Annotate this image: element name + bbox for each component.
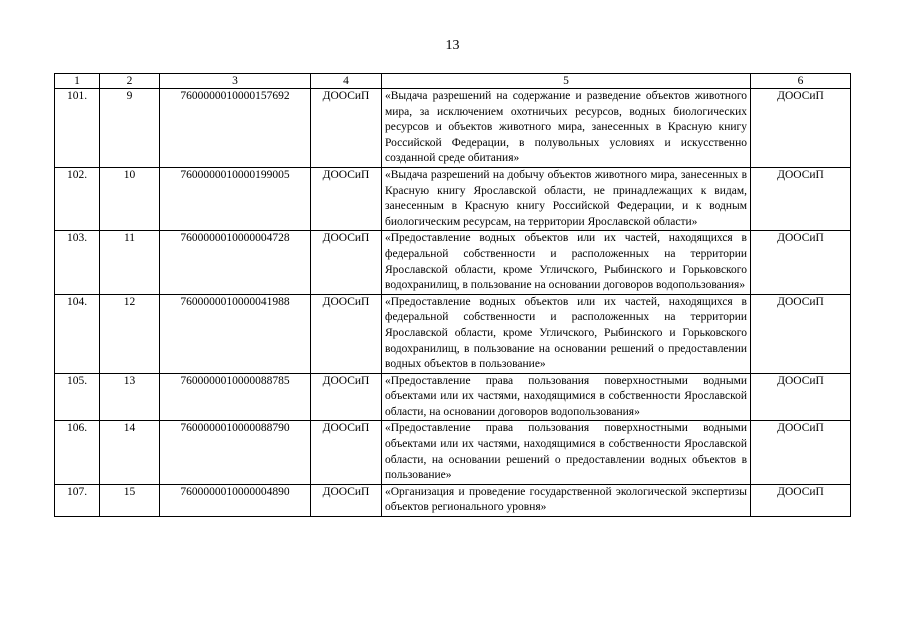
col-header-6: 6 <box>751 74 851 89</box>
row-subnumber: 12 <box>100 294 160 373</box>
row-number: 103. <box>55 231 100 294</box>
service-name: «Предоставление водных объектов или их частей, находящихся в федеральной собственности и расположенных на территории Ярославской области, кроме Угличского, Рыбинского и Горьковского водохранилищ, в пользование на основании договоров водопользования» <box>382 231 751 294</box>
row-number: 105. <box>55 373 100 421</box>
col-header-2: 2 <box>100 74 160 89</box>
department: ДООСиП <box>311 421 382 484</box>
row-subnumber: 13 <box>100 373 160 421</box>
col-header-5: 5 <box>382 74 751 89</box>
header-row <box>55 74 851 89</box>
responsible-department: ДООСиП <box>751 373 851 421</box>
table-row <box>55 294 851 373</box>
col-header-1: 1 <box>55 74 100 89</box>
page-number: 13 <box>445 38 460 53</box>
table-row <box>55 89 851 168</box>
table-row <box>55 167 851 230</box>
col-header-4: 4 <box>311 74 382 89</box>
department: ДООСиП <box>311 294 382 373</box>
service-code: 7600000010000199005 <box>160 167 311 230</box>
department: ДООСиП <box>311 373 382 421</box>
service-code: 7600000010000041988 <box>160 294 311 373</box>
table-row <box>55 484 851 516</box>
service-name: «Организация и проведение государственной экологической экспертизы объектов регионального уровня» <box>382 484 751 516</box>
table-header <box>55 74 851 89</box>
row-subnumber: 11 <box>100 231 160 294</box>
department: ДООСиП <box>311 167 382 230</box>
service-code: 7600000010000157692 <box>160 89 311 168</box>
responsible-department: ДООСиП <box>751 89 851 168</box>
department: ДООСиП <box>311 231 382 294</box>
row-number: 106. <box>55 421 100 484</box>
service-name: «Выдача разрешений на содержание и разведение объектов животного мира, за исключением охотничьих ресурсов, водных биологических ресурсов и объектов животного мира, занесенных в Красную книгу Российской Федерации, в полувольных условиях и искусственно созданной среде обитания» <box>382 89 751 168</box>
service-name: «Предоставление водных объектов или их частей, находящихся в федеральной собственности и расположенных на территории Ярославской области, кроме Угличского, Рыбинского и Горьковского водохранилищ, в пользование на основании решений о предоставлении водных объектов в пользование» <box>382 294 751 373</box>
service-code: 7600000010000004728 <box>160 231 311 294</box>
row-subnumber: 10 <box>100 167 160 230</box>
responsible-department: ДООСиП <box>751 294 851 373</box>
department: ДООСиП <box>311 89 382 168</box>
service-code: 7600000010000088785 <box>160 373 311 421</box>
service-code: 7600000010000088790 <box>160 421 311 484</box>
service-name: «Предоставление права пользования поверхностными водными объектами или их частями, находящимися в собственности Ярославской области, на основании договоров водопользования» <box>382 373 751 421</box>
table-row <box>55 373 851 421</box>
service-name: «Предоставление права пользования поверхностными водными объектами или их частями, находящимися в собственности Ярославской области, на основании решений о предоставлении водных объектов в пользование» <box>382 421 751 484</box>
service-code: 7600000010000004890 <box>160 484 311 516</box>
row-subnumber: 15 <box>100 484 160 516</box>
responsible-department: ДООСиП <box>751 231 851 294</box>
row-number: 104. <box>55 294 100 373</box>
row-number: 101. <box>55 89 100 168</box>
row-subnumber: 9 <box>100 89 160 168</box>
service-name: «Выдача разрешений на добычу объектов животного мира, занесенных в Красную книгу Ярославской области, не принадлежащих к видам, занесенным в Красную книгу Российской Федерации, и к водным биологическим ресурсам, на территории Ярославской области» <box>382 167 751 230</box>
table-body <box>55 89 851 517</box>
table-row <box>55 231 851 294</box>
col-header-3: 3 <box>160 74 311 89</box>
row-number: 102. <box>55 167 100 230</box>
row-number: 107. <box>55 484 100 516</box>
row-subnumber: 14 <box>100 421 160 484</box>
responsible-department: ДООСиП <box>751 167 851 230</box>
table-row <box>55 421 851 484</box>
services-table <box>54 73 851 517</box>
responsible-department: ДООСиП <box>751 484 851 516</box>
responsible-department: ДООСиП <box>751 421 851 484</box>
department: ДООСиП <box>311 484 382 516</box>
